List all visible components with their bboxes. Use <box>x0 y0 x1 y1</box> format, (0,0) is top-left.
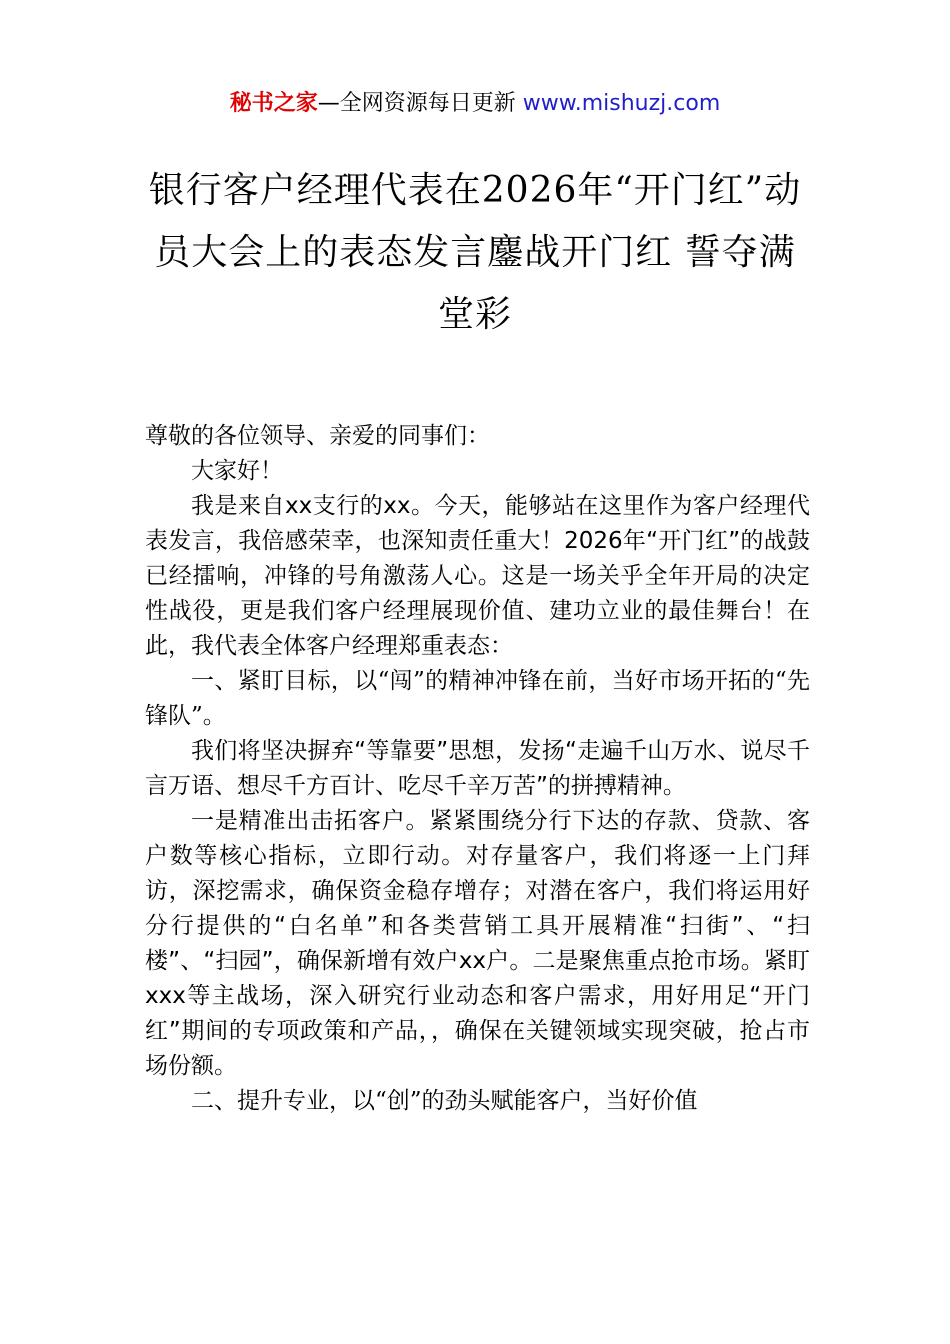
document-title: 银行客户经理代表在2026年“开门红”动员大会上的表态发言鏖战开门红 誓夺满堂彩 <box>148 170 802 335</box>
greeting-paragraph: 大家好！ <box>191 458 283 484</box>
body-paragraph: 一是精准出击拓客户。紧紧围绕分行下达的存款、贷款、客户数等核心指标，立即行动。对存量客户，我们将逐一上门拜访，深挖需求，确保资金稳存增存；对潜在客户，我们将运用好分行提供的“白名单”和各类营销工具开展精准“扫街”、“扫楼”、“扫园”，确保新增有效户xx户。二是聚焦重点抢市场。紧盯xxx等主战场，深入研究行业动态和客户需求，用好用足“开门红”期间的专项政策和产品，，确保在关键领域实现突破，抢占市场份额。 <box>145 808 810 1079</box>
site-url-link[interactable]: www.mishuzj.com <box>522 91 721 116</box>
site-tagline: —全网资源每日更新 <box>317 91 523 116</box>
document-body <box>145 419 810 1119</box>
section-heading-2: 二、提升专业，以“创”的劲头赋能客户，当好价值 <box>191 1088 698 1114</box>
section-heading-1: 一、紧盯目标，以“闯”的精神冲锋在前，当好市场开拓的“先锋队”。 <box>145 668 810 729</box>
salutation-paragraph: 尊敬的各位领导、亲爱的同事们： <box>145 423 490 449</box>
site-header <box>0 88 950 120</box>
intro-paragraph: 我是来自xx支行的xx。今天，能够站在这里作为客户经理代表发言，我倍感荣幸，也深知责任重大！2026年“开门红”的战鼓已经擂响，冲锋的号角激荡人心。这是一场关乎全年开局的决定性战役，更是我们客户经理展现价值、建功立业的最佳舞台！在此，我代表全体客户经理郑重表态： <box>145 493 810 659</box>
site-brand: 秘书之家 <box>229 91 318 116</box>
body-paragraph: 我们将坚决摒弃“等靠要”思想，发扬“走遍千山万水、说尽千言万语、想尽千方百计、吃尽千辛万苦”的拼搏精神。 <box>145 738 810 799</box>
